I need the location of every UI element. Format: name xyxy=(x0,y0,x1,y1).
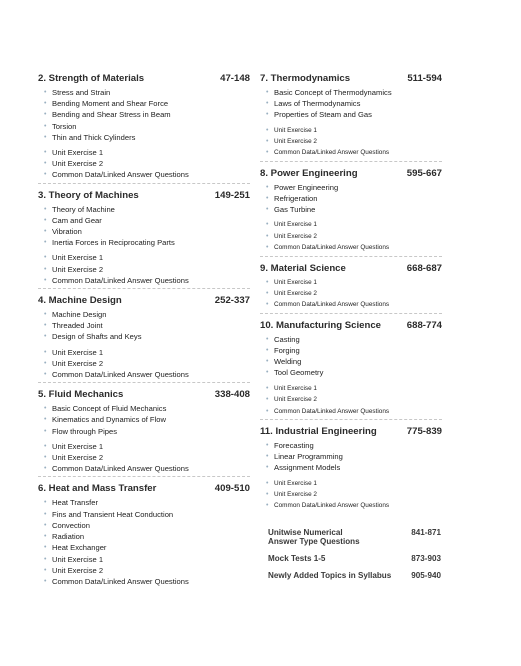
exercise-item: • Common Data/Linked Answer Questions xyxy=(52,169,250,180)
topic-list xyxy=(260,87,442,121)
topic-item: • Unit Exercise 1 xyxy=(52,554,250,565)
section-heading xyxy=(260,263,442,277)
exercise-item: • Unit Exercise 2 xyxy=(274,489,442,500)
section-heading xyxy=(260,320,442,334)
exercise-item: • Common Data/Linked Answer Questions xyxy=(274,147,442,158)
exercise-list xyxy=(260,125,442,159)
topic-item: • Vibration xyxy=(52,226,250,237)
topic-item: • Linear Programming xyxy=(274,451,442,462)
section-heading xyxy=(260,73,442,87)
topic-list xyxy=(38,497,250,587)
section-pages: 511-594 xyxy=(407,73,442,84)
exercise-item: • Common Data/Linked Answer Questions xyxy=(52,369,250,380)
exercise-list xyxy=(38,441,250,475)
section-pages: 149-251 xyxy=(214,189,250,201)
topic-item: • Radiation xyxy=(52,531,250,542)
section-heading xyxy=(38,483,250,497)
footer-pages: 873-903 xyxy=(411,554,441,563)
section-title: 7. Thermodynamics xyxy=(260,73,351,84)
section-pages: 409-510 xyxy=(214,483,250,495)
toc-section xyxy=(260,320,442,420)
topic-item: • Kinematics and Dynamics of Flow xyxy=(52,414,250,425)
exercise-list xyxy=(38,252,250,286)
toc-section xyxy=(38,190,250,289)
topic-item: • Forecasting xyxy=(274,440,442,451)
topic-list xyxy=(260,334,442,379)
exercise-item: • Unit Exercise 1 xyxy=(274,219,442,230)
exercise-item: • Common Data/Linked Answer Questions xyxy=(274,406,442,417)
exercise-list xyxy=(38,147,250,181)
toc-section xyxy=(38,295,250,383)
topic-item: • Heat Exchanger xyxy=(52,542,250,553)
section-title: 9. Material Science xyxy=(260,262,346,274)
topic-item: • Casting xyxy=(274,334,442,345)
exercise-item: • Unit Exercise 1 xyxy=(274,478,442,489)
topic-item: • Theory of Machine xyxy=(52,204,250,215)
toc-section xyxy=(260,73,442,162)
section-title: 4. Machine Design xyxy=(38,295,122,307)
topic-item: • Machine Design xyxy=(52,309,250,320)
topic-list xyxy=(260,182,442,216)
topic-item: • Threaded Joint xyxy=(52,320,250,331)
contents-right-column xyxy=(260,73,442,512)
topic-item: • Welding xyxy=(274,356,442,367)
footer-pages: 841-871 xyxy=(411,528,441,537)
exercise-item: • Unit Exercise 2 xyxy=(52,452,250,463)
section-title: 10. Manufacturing Science xyxy=(260,319,382,331)
exercise-item: • Unit Exercise 1 xyxy=(52,347,250,358)
section-title: 2. Strength of Materials xyxy=(38,73,145,84)
topic-item: • Inertia Forces in Reciprocating Parts xyxy=(52,237,250,248)
topic-item: • Assignment Models xyxy=(274,462,442,473)
section-pages: 775-839 xyxy=(406,425,442,437)
exercise-item: • Unit Exercise 2 xyxy=(274,394,442,405)
topic-list xyxy=(38,403,250,437)
exercise-item: • Unit Exercise 2 xyxy=(274,231,442,242)
section-title: 11. Industrial Engineering xyxy=(260,425,377,437)
topic-item: • Thin and Thick Cylinders xyxy=(52,132,250,143)
footer-pages: 905-940 xyxy=(411,571,441,580)
topic-item: • Heat Transfer xyxy=(52,497,250,508)
footer-row xyxy=(268,571,441,580)
footer-title: Newly Added Topics in Syllabus xyxy=(268,571,392,580)
topic-list xyxy=(38,87,250,143)
topic-item: • Bending and Shear Stress in Beam xyxy=(52,109,250,120)
exercise-list xyxy=(260,277,442,311)
section-heading xyxy=(38,190,250,204)
footer-row xyxy=(268,554,441,563)
exercise-item: • Common Data/Linked Answer Questions xyxy=(52,463,250,474)
topic-item: • Basic Concept of Fluid Mechanics xyxy=(52,403,250,414)
exercise-item: • Unit Exercise 1 xyxy=(52,441,250,452)
section-pages: 252-337 xyxy=(214,295,250,307)
section-heading xyxy=(260,426,442,440)
section-heading xyxy=(38,73,250,87)
section-title: 5. Fluid Mechanics xyxy=(38,389,124,401)
toc-section xyxy=(38,73,250,184)
topic-item: • Basic Concept of Thermodynamics xyxy=(274,87,442,98)
section-pages: 688-774 xyxy=(406,319,442,331)
footer-title: Unitwise Numerical Answer Type Questions xyxy=(268,528,360,546)
exercise-item: • Unit Exercise 1 xyxy=(52,252,250,263)
exercise-list xyxy=(260,478,442,512)
exercise-item: • Unit Exercise 1 xyxy=(274,125,442,136)
section-title: 8. Power Engineering xyxy=(260,167,358,179)
topic-list xyxy=(38,204,250,249)
exercise-item: • Common Data/Linked Answer Questions xyxy=(52,275,250,286)
topic-item: • Flow through Pipes xyxy=(52,426,250,437)
section-title: 3. Theory of Machines xyxy=(38,189,139,201)
topic-item: • Convection xyxy=(52,520,250,531)
exercise-list xyxy=(260,383,442,417)
topic-item: • Properties of Steam and Gas xyxy=(274,109,442,120)
section-pages: 668-687 xyxy=(406,262,442,274)
contents-footer xyxy=(268,528,441,588)
section-heading xyxy=(38,295,250,309)
exercise-list xyxy=(38,347,250,381)
topic-item: • Refrigeration xyxy=(274,193,442,204)
section-pages: 47-148 xyxy=(220,73,250,84)
section-title: 6. Heat and Mass Transfer xyxy=(38,483,157,495)
topic-item: • Common Data/Linked Answer Questions xyxy=(52,576,250,587)
toc-section xyxy=(260,263,442,314)
section-divider xyxy=(260,161,442,162)
toc-section xyxy=(260,426,442,512)
exercise-item: • Unit Exercise 1 xyxy=(52,147,250,158)
topic-item: • Forging xyxy=(274,345,442,356)
section-divider xyxy=(38,382,250,383)
section-divider xyxy=(260,313,442,314)
toc-section xyxy=(38,483,250,587)
exercise-item: • Common Data/Linked Answer Questions xyxy=(274,242,442,253)
topic-item: • Laws of Thermodynamics xyxy=(274,98,442,109)
toc-section xyxy=(260,168,442,257)
topic-item: • Gas Turbine xyxy=(274,204,442,215)
exercise-list xyxy=(260,219,442,253)
topic-item: • Bending Moment and Shear Force xyxy=(52,98,250,109)
topic-item: • Fins and Transient Heat Conduction xyxy=(52,509,250,520)
topic-item: • Cam and Gear xyxy=(52,215,250,226)
exercise-item: • Unit Exercise 2 xyxy=(52,264,250,275)
topic-list xyxy=(38,309,250,343)
exercise-item: • Unit Exercise 1 xyxy=(274,383,442,394)
section-divider xyxy=(260,256,442,257)
section-pages: 595-667 xyxy=(406,167,442,179)
section-divider xyxy=(260,419,442,420)
section-heading xyxy=(260,168,442,182)
topic-item: • Torsion xyxy=(52,121,250,132)
exercise-item: • Common Data/Linked Answer Questions xyxy=(274,500,442,511)
topic-item: • Tool Geometry xyxy=(274,367,442,378)
footer-row xyxy=(268,528,441,546)
exercise-item: • Unit Exercise 1 xyxy=(274,277,442,288)
footer-title: Mock Tests 1-5 xyxy=(268,554,326,563)
toc-section xyxy=(38,389,250,477)
exercise-item: • Unit Exercise 2 xyxy=(274,136,442,147)
exercise-item: • Unit Exercise 2 xyxy=(52,158,250,169)
topic-list xyxy=(260,440,442,474)
topic-item: • Power Engineering xyxy=(274,182,442,193)
section-divider xyxy=(38,183,250,184)
section-divider xyxy=(38,476,250,477)
topic-item: • Stress and Strain xyxy=(52,87,250,98)
exercise-item: • Unit Exercise 2 xyxy=(274,288,442,299)
exercise-item: • Common Data/Linked Answer Questions xyxy=(274,299,442,310)
topic-item: • Unit Exercise 2 xyxy=(52,565,250,576)
section-pages: 338-408 xyxy=(214,389,250,401)
section-divider xyxy=(38,288,250,289)
topic-item: • Design of Shafts and Keys xyxy=(52,331,250,342)
contents-left-column xyxy=(38,73,250,587)
section-heading xyxy=(38,389,250,403)
exercise-item: • Unit Exercise 2 xyxy=(52,358,250,369)
